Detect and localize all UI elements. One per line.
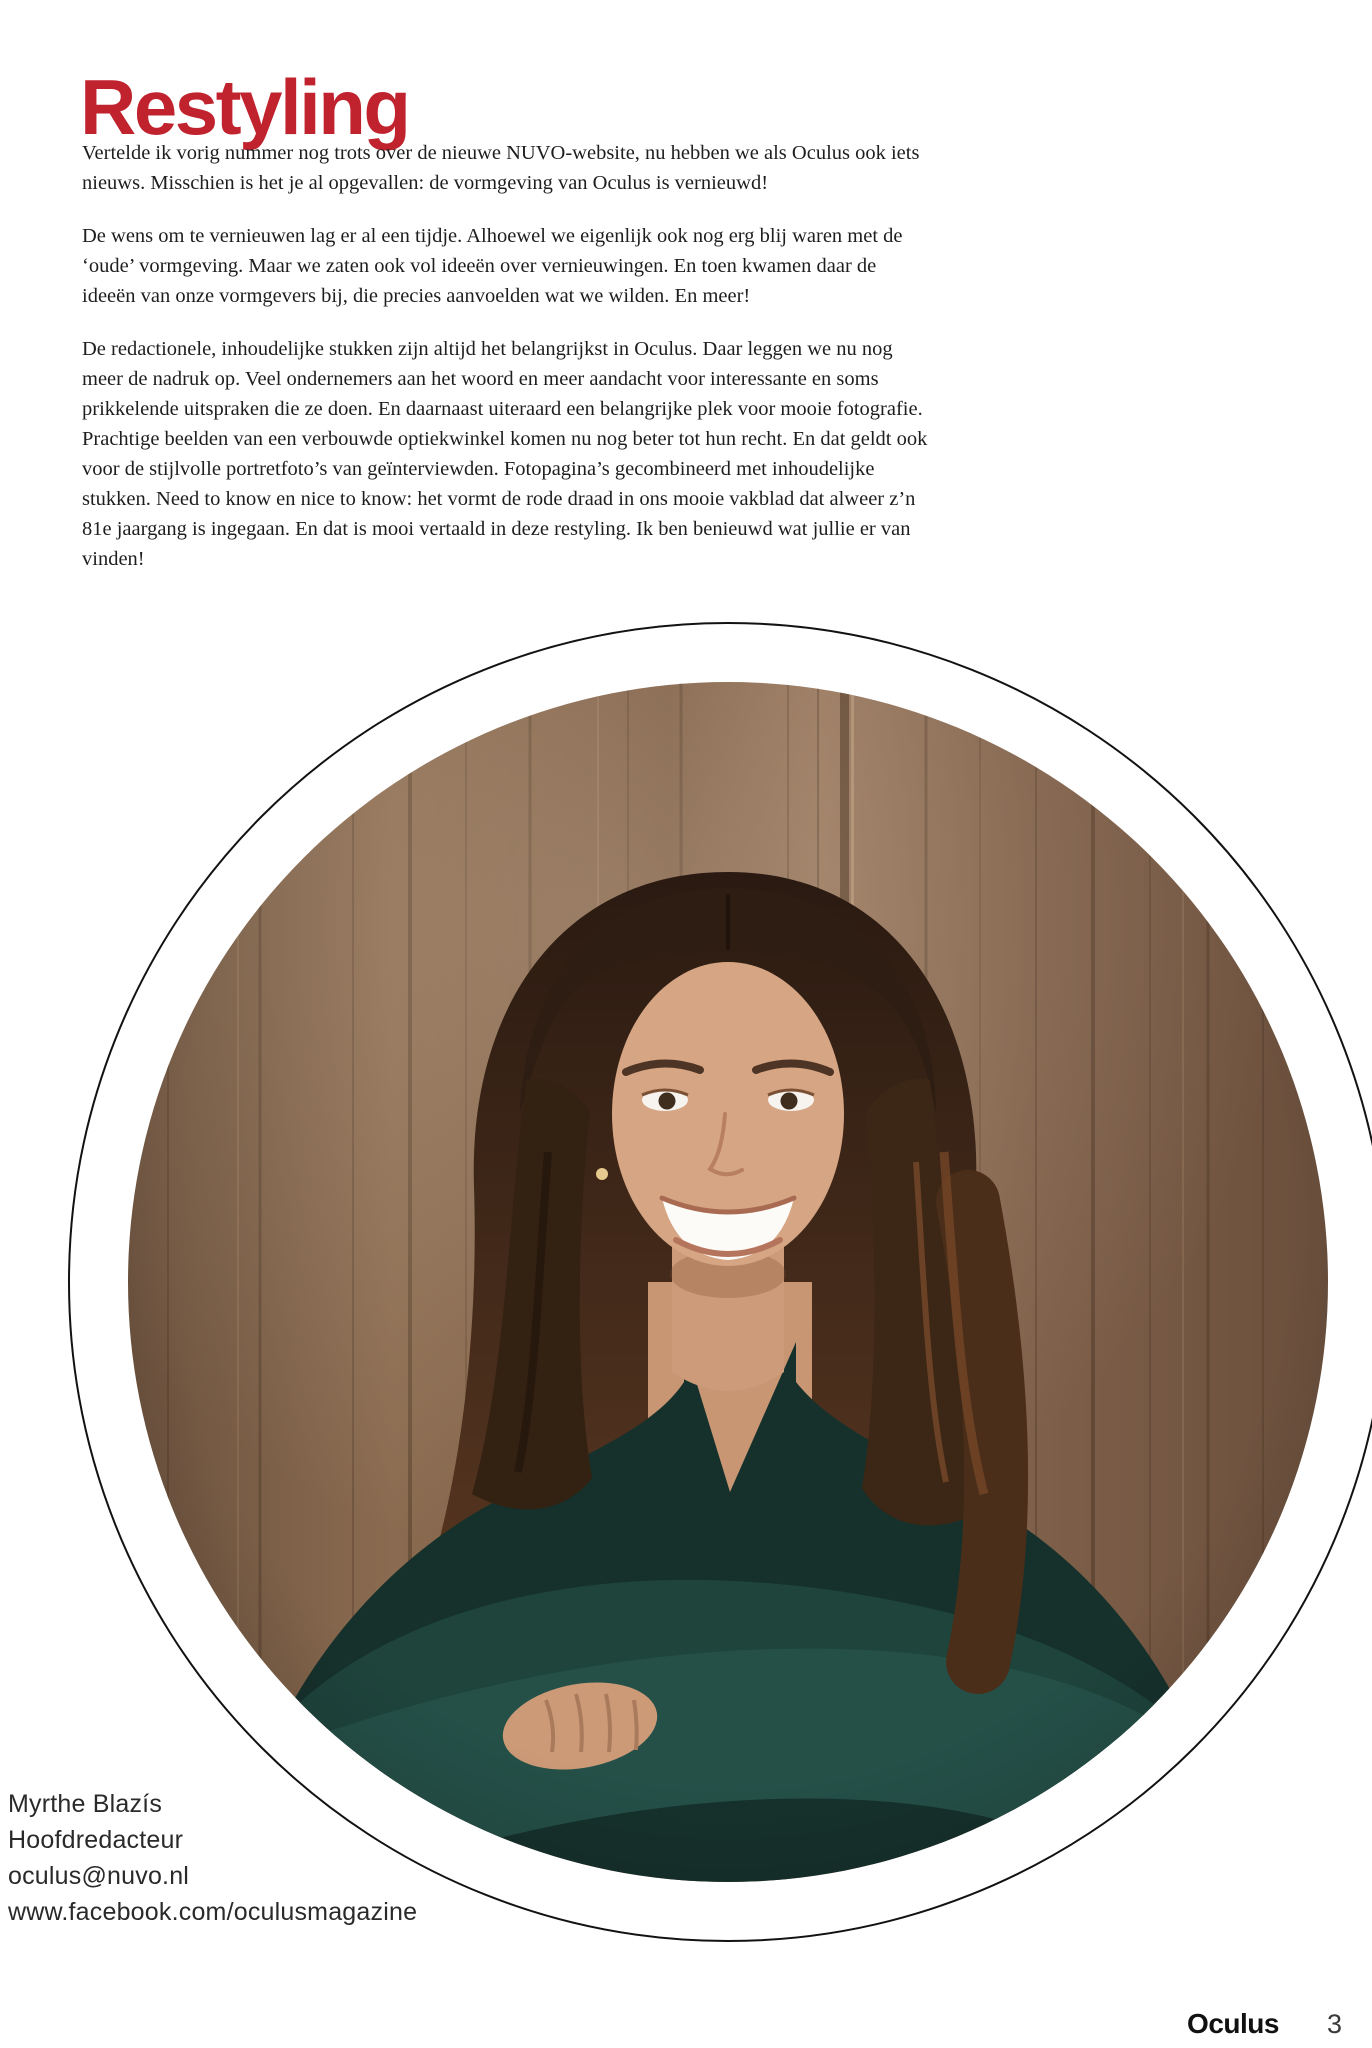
magazine-brand-logo: Oculus <box>1187 2008 1279 2039</box>
author-facebook-url: www.facebook.com/oculusmagazine <box>8 1898 418 1926</box>
portrait-photo-illustration <box>128 682 1328 1882</box>
author-credits <box>8 1786 417 1930</box>
article-body <box>82 138 928 574</box>
page-title: Restyling <box>80 63 409 152</box>
article-paragraph: De redactionele, inhoudelijke stukken zijn altijd het belangrijkst in Oculus. Daar leggen we nu nog meer de nadruk op. Veel ondernemers aan het woord en meer aandacht voor interessante en soms prikkelende uitspraken die ze doen. En daarnaast uiteraard een belangrijke plek voor mooie fotografie. Prachtige beelden van een verbouwde optiekwinkel komen nu nog beter tot hun recht. En dat geldt ook voor de stijlvolle portretfoto’s van geïnterviewden. Fotopagina’s gecombineerd met inhoudelijke stukken. Need to know en nice to know: het vormt de rode draad in ons mooie vakblad dat alweer z’n 81e jaargang is ingegaan. En dat is mooi vertaald in deze restyling. Ik ben benieuwd wat jullie er van vinden! <box>82 338 928 570</box>
portrait-photo <box>128 682 1328 1882</box>
article-paragraph: De wens om te vernieuwen lag er al een tijdje. Alhoewel we eigenlijk ook nog erg blij waren met de ‘oude’ vormgeving. Maar we zaten ook vol ideeën over vernieuwingen. En toen kwamen daar de ideeën van onze vormgevers bij, die precies aanvoelden wat we wilden. En meer! <box>82 225 903 307</box>
author-role: Hoofdredacteur <box>8 1826 184 1854</box>
author-email: oculus@nuvo.nl <box>8 1862 190 1890</box>
article-paragraph: Vertelde ik vorig nummer nog trots over de nieuwe NUVO-website, nu hebben we als Oculus ook iets nieuws. Misschien is het je al opgevallen: de vormgeving van Oculus is vernieuwd! <box>82 142 920 194</box>
page-number: 3 <box>1326 2009 1342 2039</box>
author-name: Myrthe Blazís <box>8 1790 163 1818</box>
page-footer <box>0 2008 1342 2040</box>
